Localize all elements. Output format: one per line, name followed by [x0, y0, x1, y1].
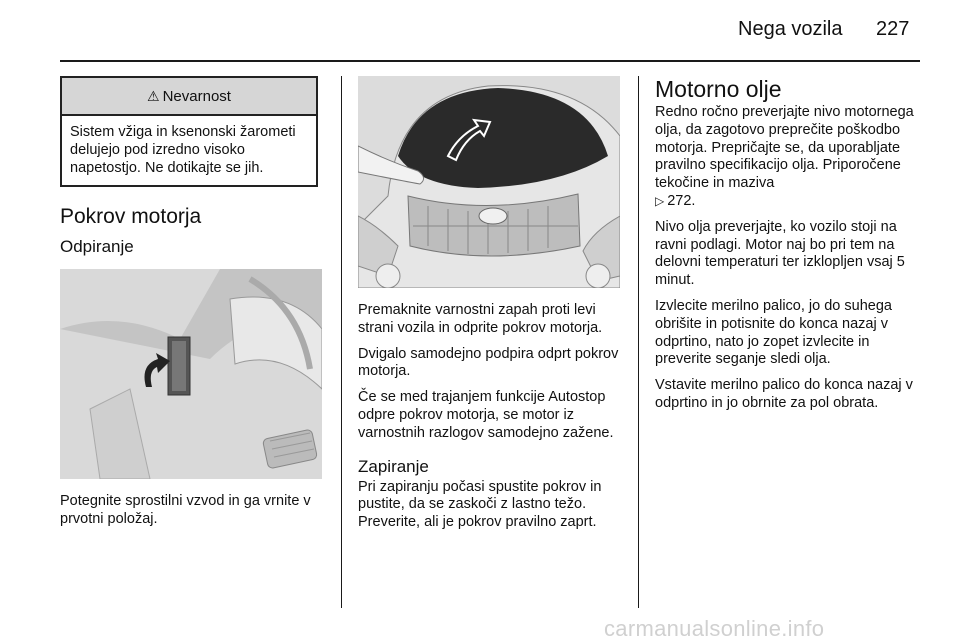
section-heading: Pokrov motorja: [60, 205, 202, 229]
warning-header: [62, 78, 316, 116]
header-rule: [60, 60, 920, 62]
right-column: [655, 76, 921, 421]
warning-title: Nevarnost: [162, 88, 231, 105]
paragraph: Dvigalo samodejno podpira odprt pokrov motorja.: [358, 345, 619, 380]
paragraph: Nivo olja preverjajte, ko vozilo stoji na ravni podlagi. Motor naj bo pri tem na delovni temperaturi ter izklopljen vsaj 5 minut.: [655, 218, 905, 289]
paragraph: Izvlecite merilno palico, jo do suhega obrišite in potisnite do konca nazaj v odprtino, nato jo zopet izvlecite in preverite seganje sledi olja.: [655, 297, 892, 368]
page-reference[interactable]: 272.: [667, 192, 696, 209]
paragraph-text: Redno ročno preverjajte nivo motornega olja, da zagotovo preprečite poškodbo motorja. Prepričajte se, da uporabljate pravilno specifikacijo olja. Priporočene tekočine in maziva: [655, 104, 914, 192]
figure-caption: Potegnite sprostilni vzvod in ga vrnite v prvotni položaj.: [60, 493, 311, 528]
page-number: 227: [876, 18, 910, 40]
subsection-heading: Zapiranje: [358, 456, 429, 476]
paragraph: [655, 104, 921, 211]
column-divider-right: [638, 76, 639, 608]
watermark: carmanualsonline.info: [604, 616, 825, 641]
figure-hood-opening: [358, 76, 620, 288]
section-heading: Motorno olje: [655, 76, 782, 102]
paragraph: Pri zapiranju počasi spustite pokrov in pustite, da se zaskoči z lastno težo. Preverite, ali je pokrov pravilno zaprt.: [358, 478, 602, 531]
paragraph: Vstavite merilno palico do konca nazaj v odprtino in jo obrnite za pol obrata.: [655, 377, 913, 411]
left-column: [60, 76, 324, 537]
subsection-heading: Odpiranje: [60, 237, 134, 257]
hood-opening-illustration: [358, 76, 620, 288]
page-reference-arrow-icon: ▷: [655, 193, 665, 208]
header-title: Nega vozila: [738, 18, 843, 40]
figure-hood-release-lever: [60, 269, 322, 479]
paragraph: Če se med trajanjem funkcije Autostop odpre pokrov motorja, se motor iz varnostnih razlogov samodejno zažene.: [358, 389, 614, 441]
warning-box: [60, 76, 318, 187]
warning-triangle-icon: ⚠: [147, 88, 160, 104]
column-divider-left: [341, 76, 342, 608]
hood-release-lever-illustration: [60, 269, 322, 479]
warning-text: Sistem vžiga in ksenonski žarometi delujejo pod izredno visoko napetostjo. Ne dotikajte se jih.: [70, 124, 296, 176]
paragraph: Premaknite varnostni zapah proti levi strani vozila in odprite pokrov motorja.: [358, 302, 603, 336]
middle-column: [358, 76, 624, 540]
